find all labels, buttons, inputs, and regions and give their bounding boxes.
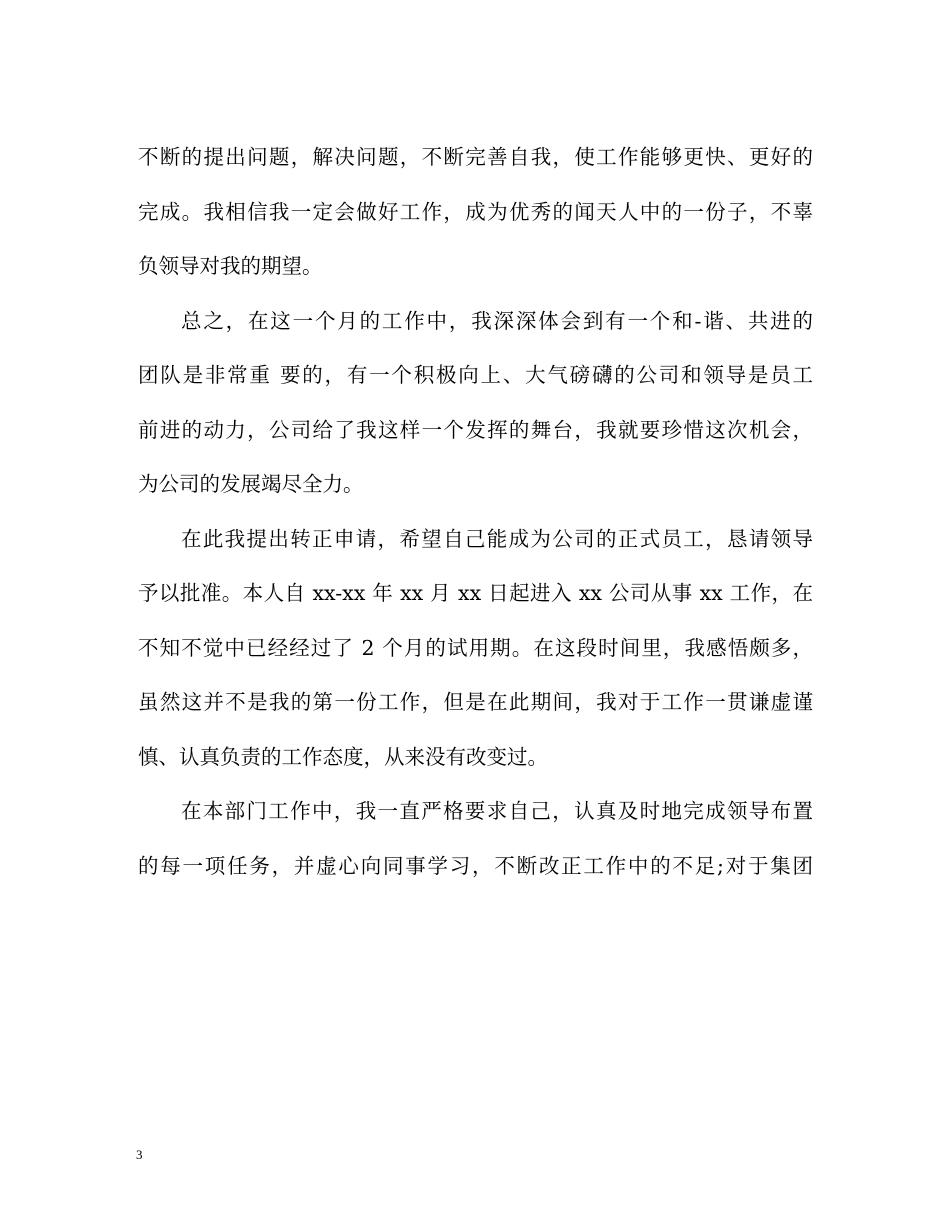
text-line: 完成。我相信我一定会做好工作，成为优秀的闻天人中的一份子，不辜 xyxy=(138,199,813,224)
text-line: 的每一项任务，并虚心向同事学习，不断改正工作中的不足;对于集团 xyxy=(138,853,813,878)
body-text xyxy=(138,130,818,893)
text-line: 不知不觉中已经经过了 2 个月的试用期。在这段时间里，我感悟颇多， xyxy=(138,635,813,660)
text-line: 负领导对我的期望。 xyxy=(138,254,323,278)
text-line: 予以批准。本人自 xx-xx 年 xx 月 xx 日起进入 xx 公司从事 xx 工作，在 xyxy=(138,581,813,605)
paragraph-first-line: 在本部门工作中，我一直严格要求自己，认真及时地完成领导布置 xyxy=(181,799,813,823)
paragraph-first-line: 总之，在这一个月的工作中，我深深体会到有一个和-谐、共进的 xyxy=(181,308,813,333)
text-line: 前进的动力，公司给了我这样一个发挥的舞台，我就要珍惜这次机会， xyxy=(138,417,813,442)
text-line: 慎、认真负责的工作态度，从来没有改变过。 xyxy=(138,744,548,769)
text-line: 不断的提出问题，解决问题，不断完善自我，使工作能够更快、更好的 xyxy=(138,145,813,169)
paragraph-first-line: 在此我提出转正申请，希望自己能成为公司的正式员工，恳请领导 xyxy=(181,526,813,551)
text-line: 为公司的发展竭尽全力。 xyxy=(138,472,364,496)
page-number: 3 xyxy=(136,1147,143,1162)
text-line: 虽然这并不是我的第一份工作，但是在此期间，我对于工作一贯谦虚谨 xyxy=(138,690,813,714)
text-line: 团队是非常重 要的，有一个积极向上、大气磅礴的公司和领导是员工 xyxy=(138,363,813,387)
